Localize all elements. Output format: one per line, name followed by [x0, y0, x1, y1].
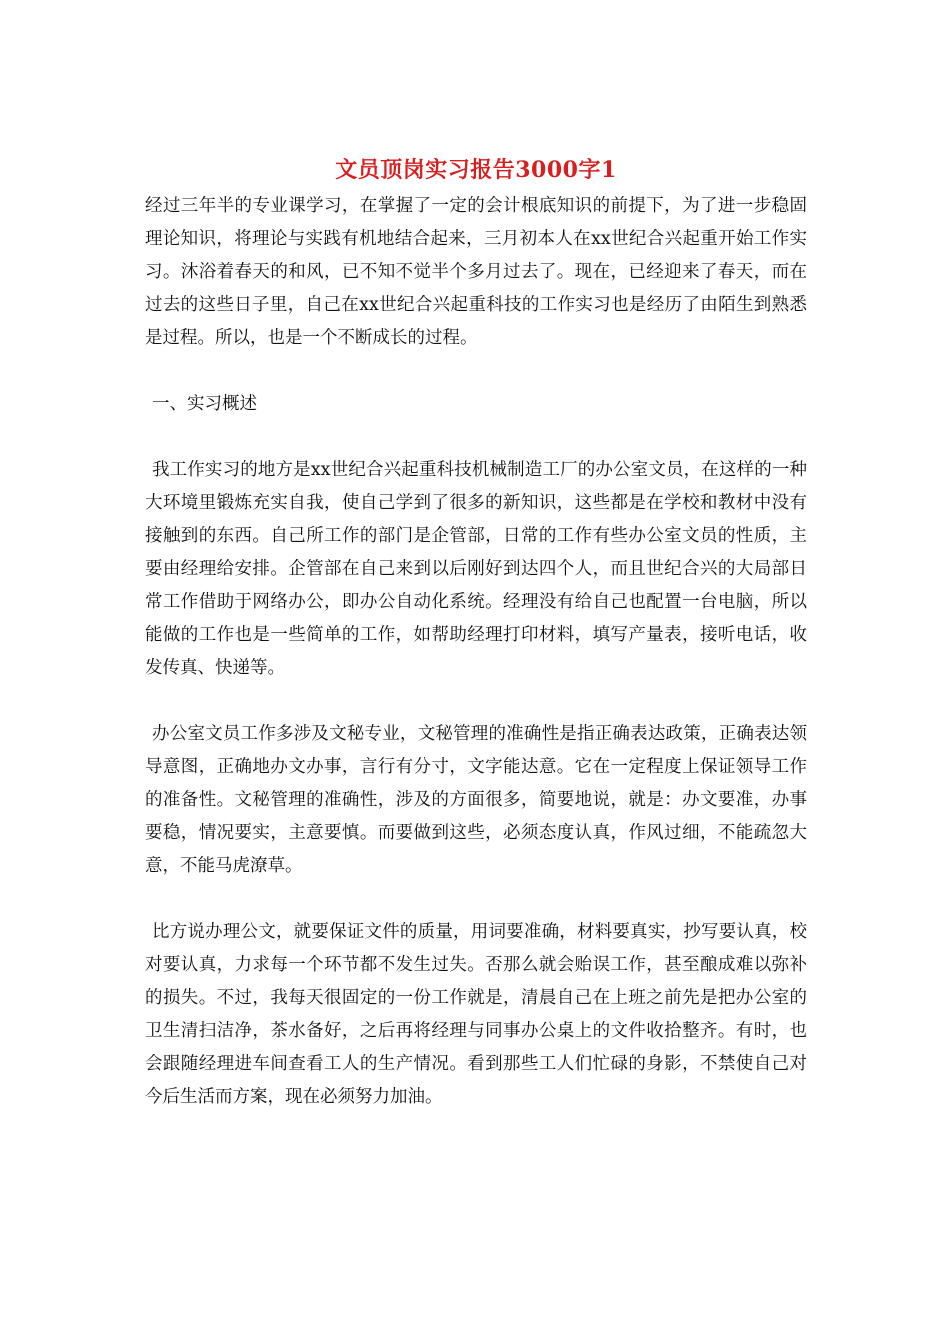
document-title: 文员顶岗实习报告3000字1	[335, 157, 617, 183]
paragraph-spacer	[145, 685, 807, 718]
body-paragraph-1: 我工作实习的地方是xx世纪合兴起重科技机械制造工厂的办公室文员，在这样的一种大环境里锻炼充实自我，使自己学到了很多的新知识，这些都是在学校和教材中没有接触到的东西。自己所工作的部门是企管部，日常的工作有些办公室文员的性质，主要由经理给安排。企管部在自己来到以后刚好到达四个人，而且世纪合兴的大局部日常工作借助于网络办公，即办公自动化系统。经理没有给自己也配置一台电脑，所以能做的工作也是一些简单的工作，如帮助经理打印材料，填写产量表，接听电话，收发传真、快递等。	[145, 460, 807, 678]
paragraph-spacer	[145, 421, 807, 454]
body-paragraph-3: 比方说办理公文，就要保证文件的质量，用词要准确，材料要真实，抄写要认真，校对要认真，力求每一个环节都不发生过失。否那么就会贻误工作，甚至酿成难以弥补的损失。不过，我每天很固定的一份工作就是，清晨自己在上班之前先是把办公室的卫生清扫洁净，茶水备好，之后再将经理与同事办公桌上的文件收拾整齐。有时，也会跟随经理进车间查看工人的生产情况。看到那些工人们忙碌的身影，不禁使自己对今后生活而方案，现在必须努力加油。	[145, 922, 807, 1107]
paragraph-spacer	[145, 883, 807, 916]
document-body	[145, 150, 807, 1114]
body-paragraph-2: 办公室文员工作多涉及文秘专业，文秘管理的准确性是指正确表达政策，正确表达领导意图，正确地办文办事，言行有分寸，文字能达意。它在一定程度上保证领导工作的准备性。文秘管理的准确性，涉及的方面很多，简要地说，就是：办文要准，办事要稳，情况要实，主意要慎。而要做到这些，必须态度认真，作风过细，不能疏忽大意，不能马虎潦草。	[145, 724, 807, 876]
paragraph-spacer	[145, 355, 807, 388]
intro-paragraph: 经过三年半的专业课学习，在掌握了一定的会计根底知识的前提下，为了进一步稳固理论知识，将理论与实践有机地结合起来，三月初本人在xx世纪合兴起重开始工作实习。沐浴着春天的和风，已不知不觉半个多月过去了。现在，已经迎来了春天，而在过去的这些日子里，自己在xx世纪合兴起重科技的工作实习也是经历了由陌生到熟悉是过程。所以，也是一个不断成长的过程。	[145, 196, 807, 348]
section-heading: 一、实习概述	[152, 394, 257, 414]
